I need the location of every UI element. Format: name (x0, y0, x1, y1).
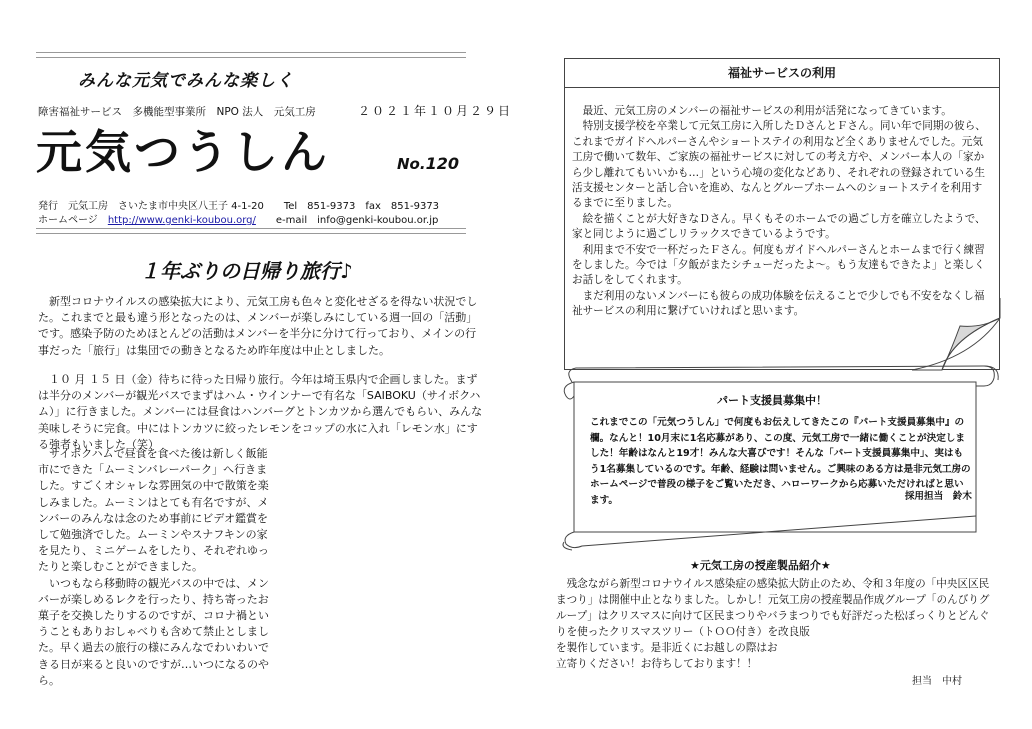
products-body (556, 576, 998, 672)
trip-paragraph-1 (38, 294, 483, 359)
homepage-label: ホームページ (38, 215, 98, 226)
products-p1: 残念ながら新型コロナウイルス感染症の感染拡大防止のため、令和３年度の「中央区区民まつり」は開催中止となりました。しかし！元気工房の授産製品作成グループ「のんびりグループ」はクリスマスに向けて区民まつりやバラまつりでも好評だった松ぼっくりとどんぐりを使ったクリスマスツリー（トＯＯ付き）を改良版 (556, 578, 990, 638)
header-bottom-rule (36, 228, 466, 234)
trip-p2-text: １０ 月 １５ 日（金）待ちに待った日帰り旅行。今年は埼玉県内で企画しました。まずは半分のメンバーが観光バスでまずはハム・ウインナーで有名な「SAIBOKU（サイボクハム）」に行きました。メンバーには昼食はハンバーグとトンカツから選んでもらい、みんな美味しそうに完食。中にはトンカツに絞ったレモンをコップの水に入れ「レモン水」にする強者もいました（笑） (38, 373, 483, 451)
trip-p4-text: いつもなら移動時の観光バスの中では、メンバーが楽しめるレクを行ったり、持ち寄ったお菓子を交換したりするのですが、コロナ禍ということもありおしゃべりも含めて禁止としました。早く過去の旅行の様にみんなでわいわいできる日が来ると良いのですが…いつになるのやら。 (38, 576, 269, 687)
welfare-p4: 利用まで不安で一杯だったＦさん。何度もガイドヘルパーさんとホームまで行く練習をしました。今では「夕飯がまたシチューだったよ～。もう友達もできたよ」と楽しくお話しをしてくれます。 (572, 243, 985, 287)
trip-p1-text: 新型コロナウイルスの感染拡大により、元気工房も色々と変化せざるを得ない状況でした。これまでと最も違う形となったのは、メンバーが楽しみにしている週一回の「活動」です。感染予防のためほとんどの活動はメンバーを半分に分けて行っており、メインの行事だった「旅行」は集団での動きとなるため昨年度は中止としました。 (38, 295, 478, 357)
products-title: ★元気工房の授産製品紹介★ (690, 559, 831, 572)
contact-line (38, 211, 438, 226)
issue-label: No. (397, 155, 426, 173)
products-p2: を製作しています。是非近くにお越しの際はお (556, 642, 778, 654)
trip-article-title: １年ぶりの日帰り旅行♪ (140, 259, 353, 283)
welfare-body (572, 104, 992, 320)
homepage-link[interactable]: http://www.genki-koubou.org/ (107, 215, 256, 226)
trip-p3-text: サイボクハムで昼食を食べた後は新しく飯能市にできた「ムーミンバレーパーク」へ行きました。すごくオシャレな雰囲気の中で散策を楽しみました。ムーミンはとても有名ですが、メンバーのみんなは念のため事前にビデオ鑑賞をして勉強済でした。ムーミンやスナフキンの家を見たり、ミニゲームをしたり、それぞれゆったりと楽しむことができました。 (38, 447, 269, 574)
publisher-line: 発行 元気工房 さいたま市中央区八王子 4-1-20 Tel 851-9373 fax 851-9373 (38, 201, 440, 212)
welfare-p3: 絵を描くことが大好きなＤさん。早くもそのホームでの過ごし方を確立したようで、家と同じように過ごしリラックスできているようです。 (572, 212, 986, 241)
trip-paragraph-3 (38, 446, 270, 689)
slogan: みんな元気でみんな楽しく (78, 71, 294, 91)
email-address[interactable]: info@genki-koubou.or.jp (317, 215, 439, 226)
email-label: e-mail (275, 215, 308, 226)
issue-number (397, 154, 459, 173)
welfare-p2: 特別支援学校を卒業して元気工房に入所したＤさんとＦさん。同い年で同期の彼ら、これまでガイドヘルパーさんやショートステイの利用など全くありませんでした。元気工房で働いて数年、ご家族の福祉サービスに対しての考え方や、メンバー本人の「家から少し離れてもいいかも…」という心境の変化などあり、それぞれの登録されている生活支援センターと話し合いを進め、なんとグループホームへのショートステイを利用するまでに至りました。 (572, 120, 986, 210)
recruit-signature: 採用担当 鈴木 (904, 491, 972, 502)
trip-paragraph-2 (38, 372, 483, 453)
welfare-p1: 最近、元気工房のメンバーの福祉サービスの利用が活発になってきています。 (582, 105, 952, 117)
welfare-title: 福祉サービスの利用 (564, 58, 1000, 88)
header-top-rule (36, 52, 466, 58)
products-signature: 担当 中村 (912, 676, 962, 687)
welfare-p5: まだ利用のないメンバーにも彼らの成功体験を伝えることで少しでも不安をなくし福祉サービスの利用に繋げていければと思います。 (572, 289, 985, 318)
issue-date: ２０２１年１０月２９日 (358, 104, 513, 118)
recruit-title: パート支援員募集中！ (717, 394, 827, 407)
org-line: 障害福祉サービス 多機能型事業所 NPO 法人 元気工房 (38, 106, 316, 118)
products-p3: 立寄りください！お待ちしております！！ (556, 658, 758, 670)
newsletter-title: 元気つうしん (36, 125, 330, 179)
issue-number-value: 120 (425, 154, 459, 173)
recruit-body: これまでこの「元気つうしん」で何度もお伝えしてきたこの『パート支援員募集中』の欄。なんと！10月末に1名応募があり、この度、元気工房で一緒に働くことが決定しました！年齢はなんと19才！みんな大喜びです！そんな「パート支援員募集中」、実はもう1名募集しているのです。年齢、経験は問いません。ご興味のある方は是非元気工房のホームページで普段の様子をご覧いただき、ハローワークから応募いただければと思います。 (590, 417, 971, 506)
